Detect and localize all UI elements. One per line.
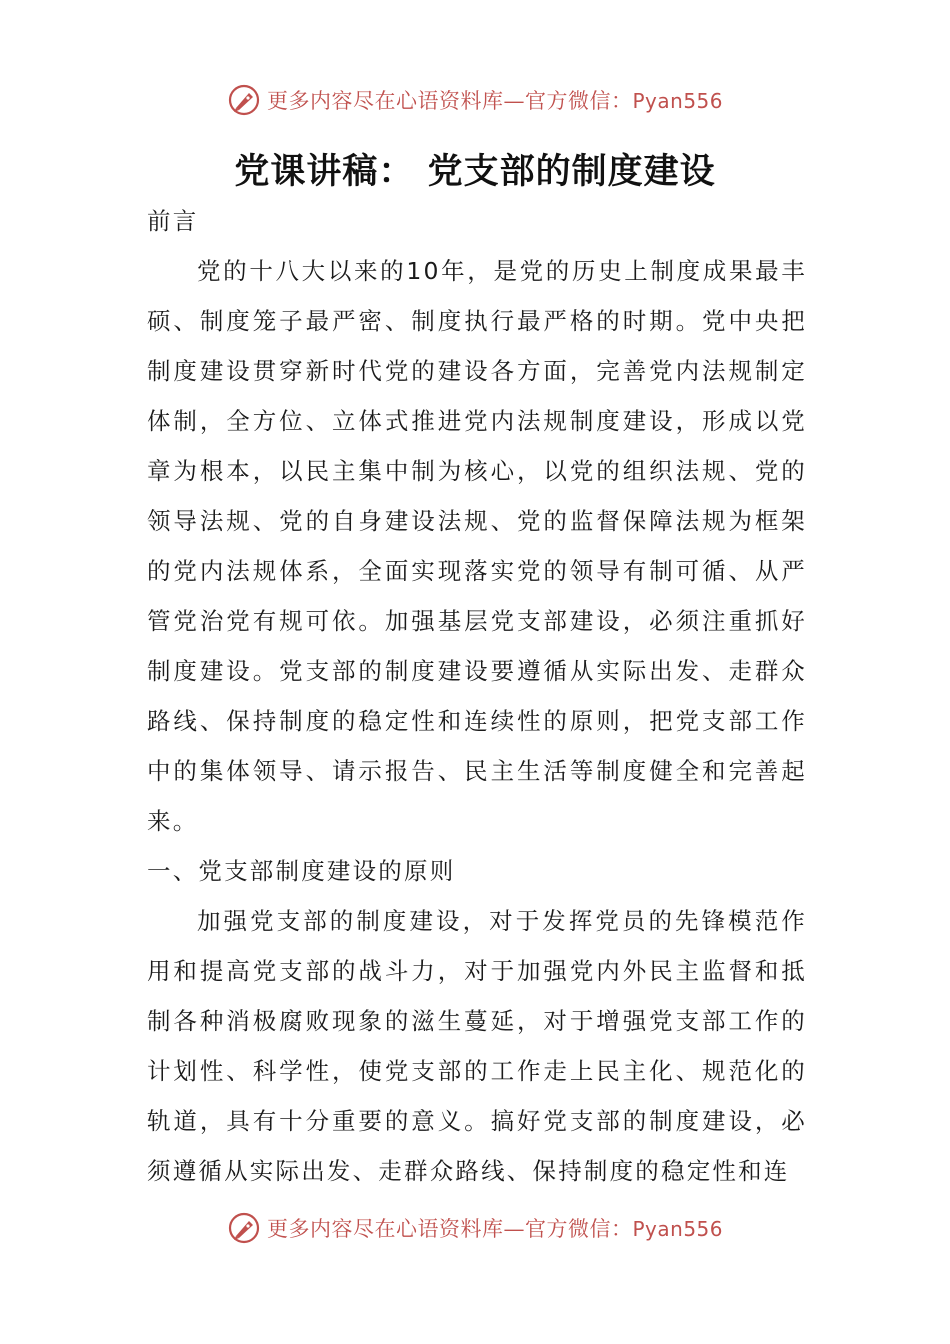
banner-handle: Pyan556 (632, 89, 723, 113)
banner-text: 更多内容尽在心语资料库—官方微信：Pyan556 (266, 89, 723, 113)
preface-paragraph: 党的十八大以来的10年，是党的历史上制度成果最丰硕、制度笼子最严密、制度执行最严格的时期。党中央把制度建设贯穿新时代党的建设各方面，完善党内法规制定体制，全方位、立体式推进党内法规制度建设，形成以党章为根本，以民主集中制为核心，以党的组织法规、党的领导法规、党的自身建设法规、党的监督保障法规为框架的党内法规体系，全面实现落实党的领导有制可循、从严管党治党有规可依。加强基层党支部建设，必须注重抓好制度建设。党支部的制度建设要遵循从实际出发、走群众路线、保持制度的稳定性和连续性的原则，把党支部工作中的集体领导、请示报告、民主生活等制度健全和完善起来。 (147, 257, 807, 835)
principles-paragraph: 加强党支部的制度建设，对于发挥党员的先锋模范作用和提高党支部的战斗力，对于加强党内外民主监督和抵制各种消极腐败现象的滋生蔓延，对于增强党支部工作的计划性、科学性，使党支部的工作走上民主化、规范化的轨道，具有十分重要的意义。搞好党支部的制度建设，必须遵循从实际出发、走群众路线、保持制度的稳定性和连 (147, 907, 807, 1185)
document-body (147, 196, 807, 1196)
banner-handle: Pyan556 (632, 1217, 723, 1241)
footer-watermark-banner (0, 1208, 950, 1248)
banner-text: 更多内容尽在心语资料库—官方微信：Pyan556 (266, 1217, 723, 1241)
document-title: 党课讲稿： 党支部的制度建设 (234, 152, 716, 192)
section-heading-principles: 一、党支部制度建设的原则 (147, 857, 456, 885)
pen-nib-logo-icon (227, 83, 261, 117)
pen-nib-logo-icon (227, 1211, 261, 1245)
header-watermark-banner (0, 80, 950, 120)
section-heading-preface: 前言 (147, 207, 199, 235)
